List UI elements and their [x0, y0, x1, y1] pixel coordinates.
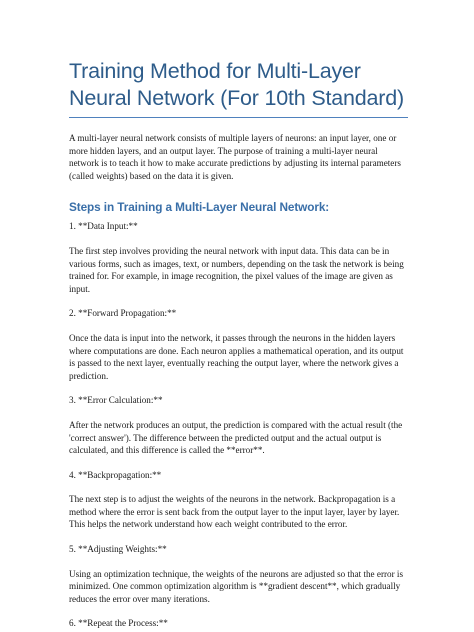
step-1-body: The first step involves providing the neural network with input data. This data can be in various forms, such as images, text, or numbers, depending on the task the network is being trained for. For example, in image recognition, the pixel values of the image are given as input.: [69, 245, 404, 294]
intro-paragraph: A multi-layer neural network consists of multiple layers of neurons: an input layer, one or more hidden layers, and an output layer. The purpose of training a multi-layer neural network is to teach it how to make accurate predictions by adjusting its internal parameters (called weights) based on the data it is given.: [69, 133, 401, 181]
step-1-title: 1. **Data Input:**: [69, 221, 138, 232]
section-heading: Steps in Training a Multi-Layer Neural Network:: [69, 200, 330, 215]
step-4-title: 4. **Backpropagation:**: [69, 469, 162, 480]
step-5-body: Using an optimization technique, the weights of the neurons are adjusted so that the error is minimized. One common optimization algorithm is **gradient descent**, which gradually reduces the error over many iterations.: [69, 568, 403, 604]
step-6-title: 6. **Repeat the Process:**: [69, 618, 168, 629]
document-title: Training Method for Multi-Layer Neural Network (For 10th Standard): [69, 58, 408, 118]
step-4-body: The next step is to adjust the weights of the neurons in the network. Backpropagation is a method where the error is sent back from the output layer to the input layer, layer by layer. This helps the network understand how each weight contributed to the error.: [69, 494, 400, 530]
step-5-title: 5. **Adjusting Weights:**: [69, 544, 167, 555]
step-2-title: 2. **Forward Propagation:**: [69, 308, 177, 319]
step-3-body: After the network produces an output, the prediction is compared with the actual result (the 'correct answer'). The difference between the predicted output and the actual output is calculated, and this difference is called the **error**.: [69, 419, 403, 456]
step-3-title: 3. **Error Calculation:**: [69, 395, 163, 406]
step-2-body: Once the data is input into the network, it passes through the neurons in the hidden layers where computations are done. Each neuron applies a mathematical operation, and its output is passed to the next layer, eventually reaching the output layer, where the network gives a prediction.: [69, 332, 404, 381]
